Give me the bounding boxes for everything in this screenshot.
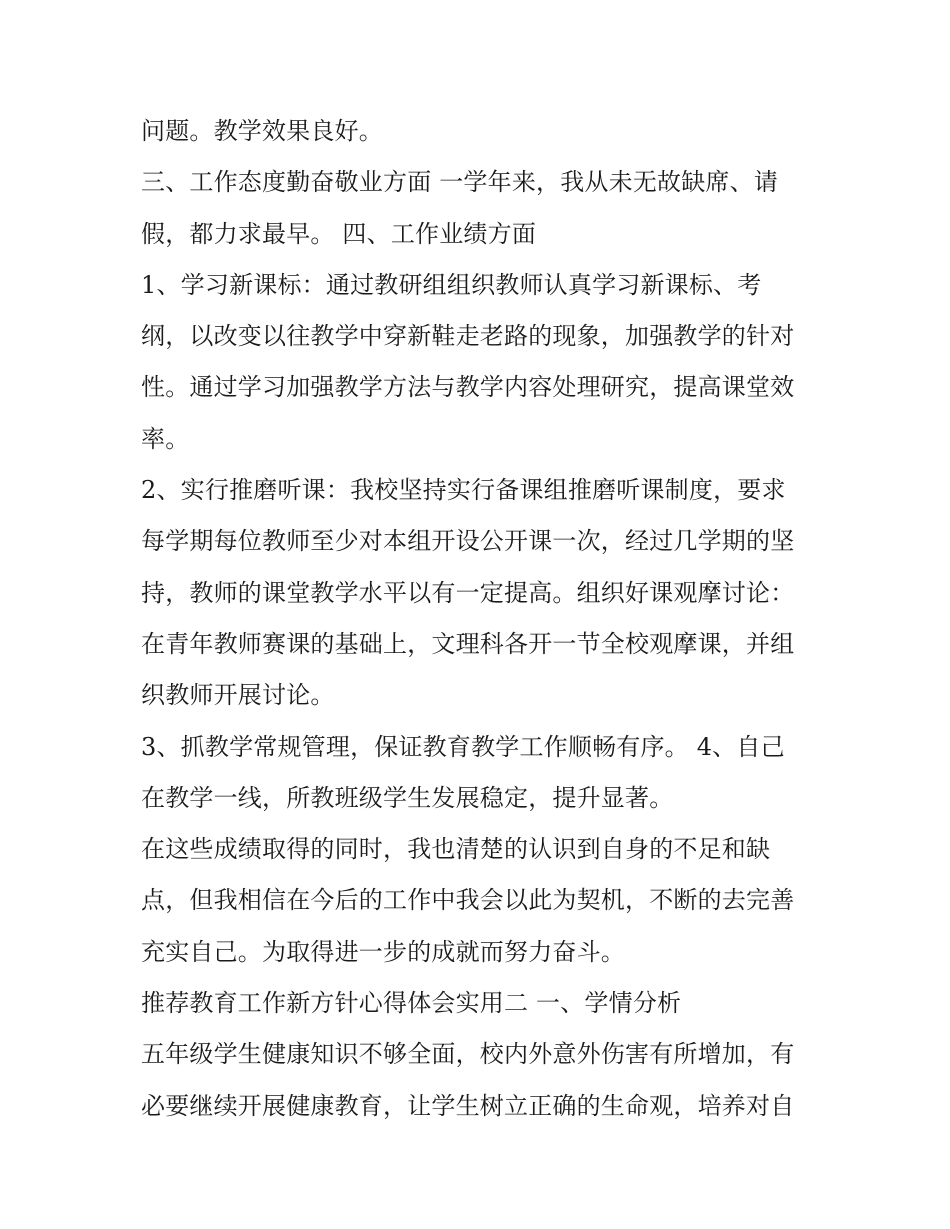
text-line: 性。通过学习加强教学方法与教学内容处理研究，提高课堂效 [141,373,795,402]
text-line: 纲，以改变以往教学中穿新鞋走老路的现象，加强教学的针对 [141,322,795,351]
text-line: 1、学习新课标：通过教研组组织教师认真学习新课标、考 [141,270,762,299]
text-line: 推荐教育工作新方针心得体会实用二 一、学情分析 [141,989,682,1018]
text-line: 三、工作态度勤奋敬业方面 一学年来，我从未无故缺席、请 [141,168,779,197]
text-line: 问题。教学效果良好。 [141,117,383,145]
text-line: 点，但我相信在今后的工作中我会以此为契机，不断的去完善 [141,886,795,915]
text-line: 假，都力求最早。 四、工作业绩方面 [141,219,537,248]
text-line: 在青年教师赛课的基础上，文理科各开一节全校观摩课，并组 [141,629,795,658]
text-line: 织教师开展讨论。 [141,681,335,710]
text-line: 必要继续开展健康教育，让学生树立正确的生命观，培养对自 [141,1091,795,1120]
text-line: 3、抓教学常规管理，保证教育教学工作顺畅有序。 4、自己 [141,732,785,761]
text-line: 在这些成绩取得的同时，我也清楚的认识到自身的不足和缺 [141,835,771,864]
text-line: 2、实行推磨听课：我校坚持实行备课组推磨听课制度，要求 [141,476,786,505]
text-line: 五年级学生健康知识不够全面，校内外意外伤害有所增加，有 [141,1040,795,1069]
text-line: 持，教师的课堂教学水平以有一定提高。组织好课观摩讨论： [141,578,795,607]
text-line: 率。 [141,424,190,453]
text-line: 每学期每位教师至少对本组开设公开课一次，经过几学期的坚 [141,527,795,556]
document-body [141,106,821,1132]
text-line: 充实自己。为取得进一步的成就而努力奋斗。 [141,937,625,966]
text-line: 在教学一线，所教班级学生发展稳定，提升显著。 [141,783,674,812]
